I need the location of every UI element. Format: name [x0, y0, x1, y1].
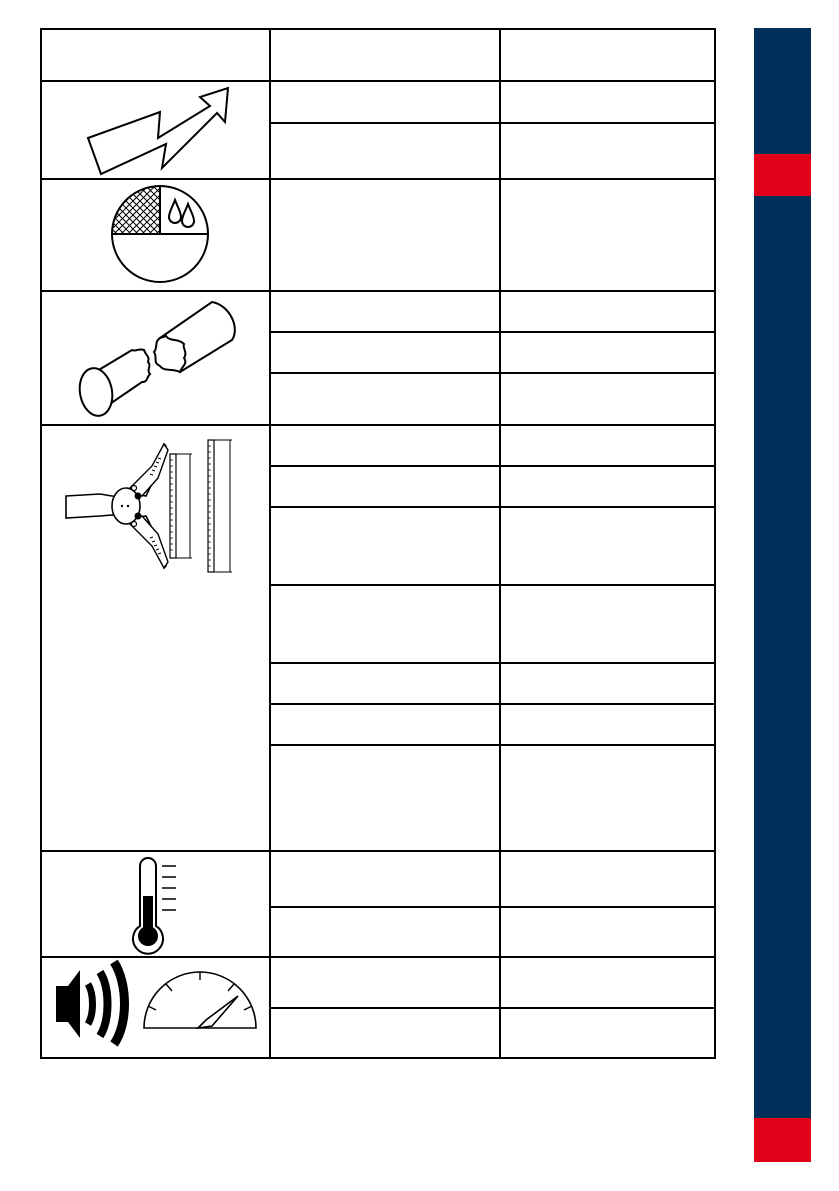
table-row: [41, 851, 715, 907]
table-cell: [500, 851, 715, 907]
table-cell: [270, 332, 500, 373]
lightning-bolt-icon: [42, 82, 271, 178]
table-cell: [270, 663, 500, 704]
table-cell: [500, 1008, 715, 1058]
icon-cell: [41, 957, 270, 1058]
table-cell: [270, 291, 500, 332]
table-cell: [500, 466, 715, 507]
table-cell: [500, 291, 715, 332]
table-cell: [500, 907, 715, 957]
side-tab-upper: [754, 154, 811, 196]
moisture-gauge-icon: [42, 180, 271, 290]
table-cell: [500, 585, 715, 663]
table-cell: [270, 957, 500, 1008]
table-row: [41, 179, 715, 291]
table-cell: [270, 1008, 500, 1058]
side-tab-lower: [754, 1118, 811, 1162]
icon-cell: [41, 291, 270, 425]
thermometer-scale: [162, 866, 176, 910]
table-cell: [500, 81, 715, 123]
broken-branch-icon: [42, 292, 271, 424]
side-band: [754, 28, 811, 1162]
table-cell: [270, 373, 500, 425]
icon-cell: [41, 179, 270, 291]
table-row: [41, 425, 715, 466]
table-cell: [270, 123, 500, 179]
table-cell: [500, 332, 715, 373]
table-cell: [270, 585, 500, 663]
noise-level-icon: [42, 958, 271, 1056]
pruning-shears-icon: [42, 426, 271, 586]
thermometer-icon: [42, 852, 271, 956]
table-row: [41, 957, 715, 1008]
specification-table: [40, 28, 716, 1059]
table-cell: [270, 466, 500, 507]
table-cell: [500, 373, 715, 425]
table-cell: [270, 907, 500, 957]
table-cell: [270, 851, 500, 907]
table-cell: [270, 507, 500, 585]
table-cell: [270, 745, 500, 851]
table-cell: [500, 957, 715, 1008]
table-cell: [500, 507, 715, 585]
icon-cell: [41, 81, 270, 179]
table-row: [41, 291, 715, 332]
header-cell: [41, 29, 270, 81]
table-cell: [270, 704, 500, 745]
table-cell: [270, 425, 500, 466]
table-cell: [500, 179, 715, 291]
header-row: [41, 29, 715, 81]
table-cell: [500, 425, 715, 466]
table-cell: [500, 704, 715, 745]
icon-cell: [41, 425, 270, 851]
icon-cell: [41, 851, 270, 957]
header-cell: [270, 29, 500, 81]
table-cell: [500, 745, 715, 851]
table-cell: [500, 663, 715, 704]
table-cell: [270, 81, 500, 123]
table-cell: [500, 123, 715, 179]
header-cell: [500, 29, 715, 81]
table-row: [41, 81, 715, 123]
table-cell: [270, 179, 500, 291]
